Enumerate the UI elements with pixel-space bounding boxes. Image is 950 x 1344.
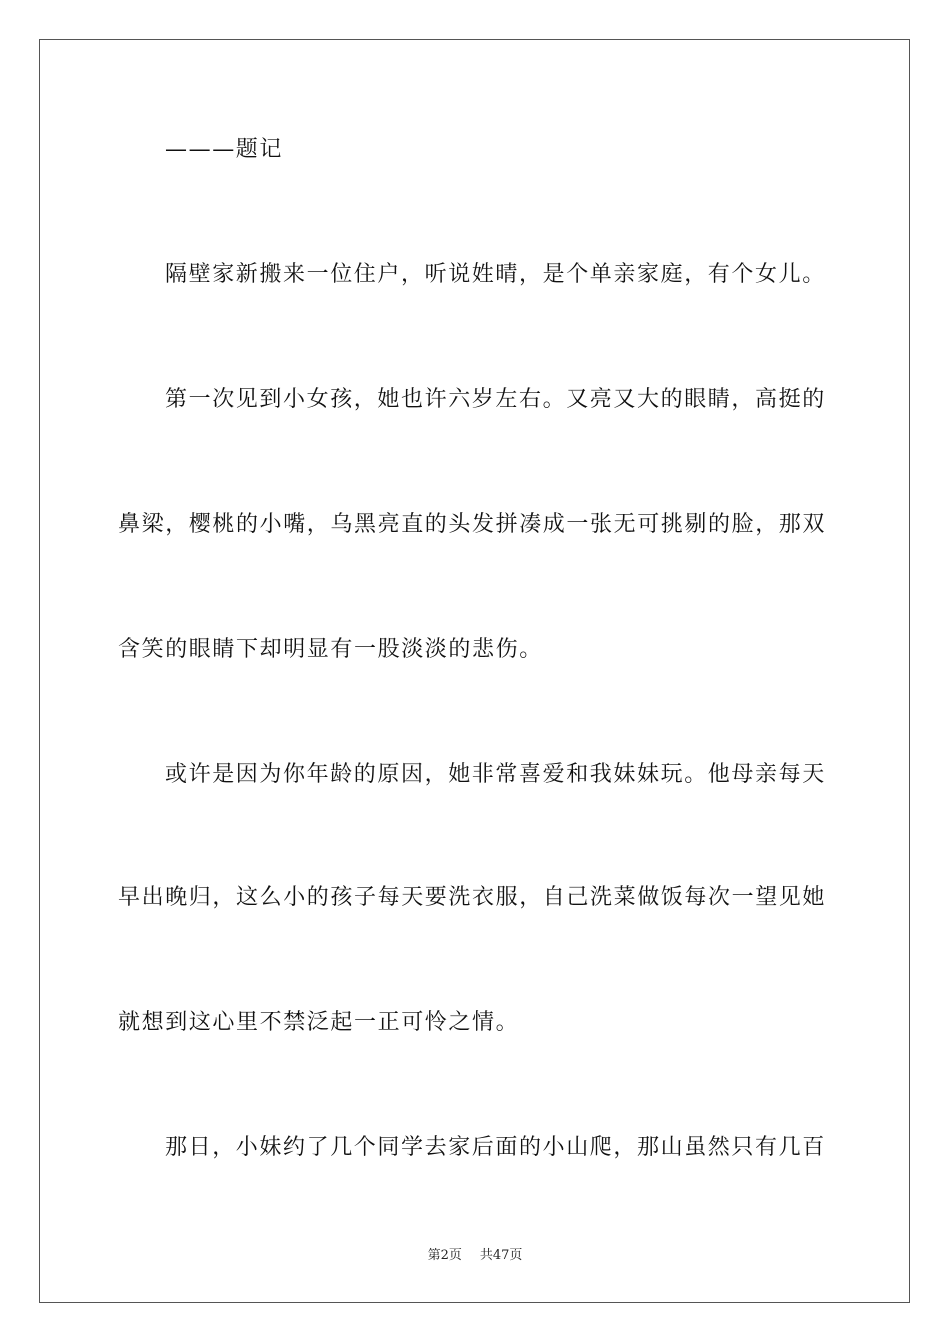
page-footer bbox=[0, 1246, 950, 1266]
paragraph-line: 或许是因为你年龄的原因，她非常喜爱和我妹妹玩。他母亲每天 bbox=[165, 762, 826, 787]
page-total: 共47页 bbox=[479, 1248, 523, 1263]
page-border bbox=[39, 39, 910, 1303]
paragraph-line: 第一次见到小女孩，她也许六岁左右。又亮又大的眼睛，高挺的 bbox=[165, 387, 826, 412]
page-number: 第2页 bbox=[427, 1248, 462, 1263]
epigraph-signature: ———题记 bbox=[165, 137, 284, 162]
paragraph-line: 那日，小妹约了几个同学去家后面的小山爬，那山虽然只有几百 bbox=[165, 1135, 826, 1160]
paragraph-line: 隔壁家新搬来一位住户，听说姓晴，是个单亲家庭，有个女儿。 bbox=[165, 262, 826, 287]
paragraph-line: 含笑的眼睛下却明显有一股淡淡的悲伤。 bbox=[118, 637, 543, 662]
paragraph-line: 早出晚归，这么小的孩子每天要洗衣服，自己洗菜做饭每次一望见她 bbox=[118, 885, 827, 910]
paragraph-line: 鼻梁，樱桃的小嘴，乌黑亮直的头发拼凑成一张无可挑剔的脸，那双 bbox=[118, 512, 827, 537]
paragraph-line: 就想到这心里不禁泛起一正可怜之情。 bbox=[118, 1010, 520, 1035]
